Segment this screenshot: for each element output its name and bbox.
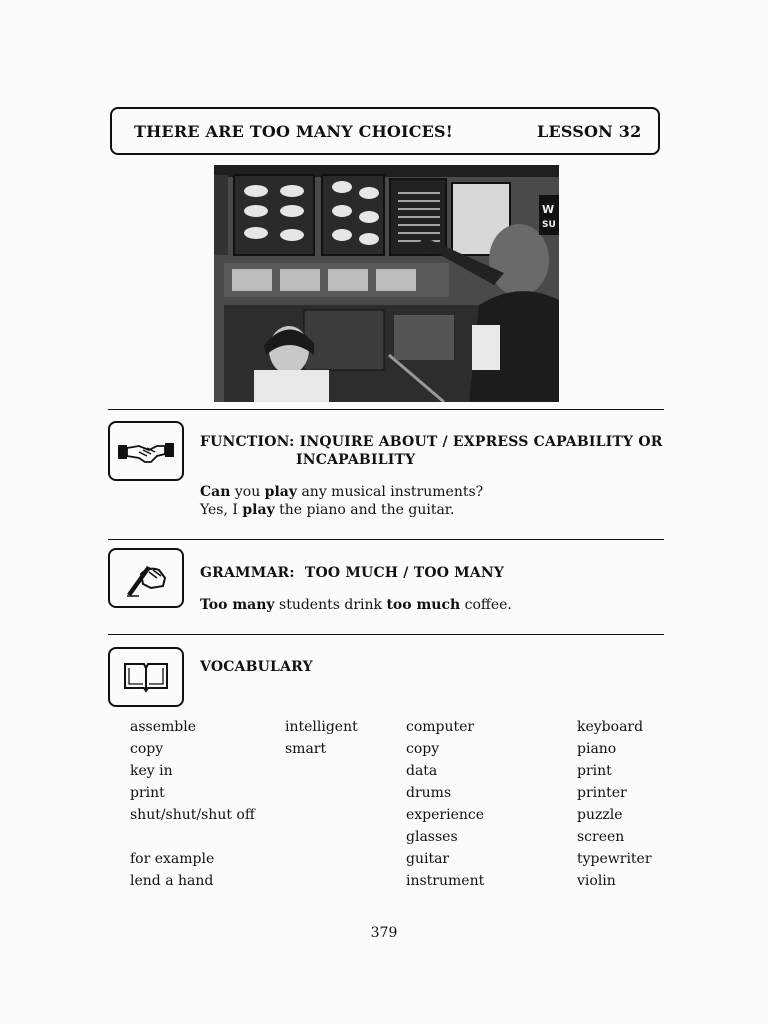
text-segment: coffee. [460, 597, 512, 613]
function-title-line1: INQUIRE ABOUT / EXPRESS CAPABILITY OR [299, 434, 663, 450]
text-segment: the piano and the guitar. [274, 502, 455, 518]
vocab-item: instrument [406, 873, 485, 889]
page-number: 379 [370, 925, 398, 941]
vocab-item: copy [406, 741, 440, 757]
lesson-title: THERE ARE TOO MANY CHOICES! [134, 122, 454, 141]
vocab-item: computer [406, 719, 475, 735]
section-divider [108, 409, 664, 410]
function-heading [200, 434, 663, 450]
bold-too-much: too much [386, 597, 461, 613]
vocab-item: experience [406, 807, 485, 823]
vocab-item [130, 826, 255, 848]
text-segment: students drink [274, 597, 387, 613]
function-title-line2: INCAPABILITY [296, 452, 416, 468]
vocab-item: print [577, 763, 612, 779]
vocab-item: screen [577, 829, 625, 845]
vocab-item: intelligent [285, 719, 358, 735]
grammar-label: GRAMMAR: [200, 565, 295, 581]
open-book-icon [122, 660, 170, 694]
sign-letter-w: W [542, 203, 555, 216]
function-example-2 [200, 502, 454, 518]
writing-hand-icon [121, 558, 171, 598]
text-segment: any musical instruments? [297, 484, 484, 500]
vocab-item: smart [285, 741, 327, 757]
lesson-number: LESSON 32 [537, 122, 642, 141]
vocabulary-icon-box [108, 647, 184, 707]
text-segment: you [230, 484, 265, 500]
vocab-column-nouns-2 [577, 716, 652, 892]
vocab-item: drums [406, 785, 452, 801]
vocab-column-adjectives [285, 716, 358, 760]
vocab-item: violin [577, 873, 616, 889]
vocab-item: typewriter [577, 851, 652, 867]
vocab-item: for example [130, 851, 215, 867]
bold-play: play [242, 502, 275, 518]
sign-letters-su: SU [542, 220, 556, 230]
vocab-item: puzzle [577, 807, 623, 823]
vocab-item: print [130, 785, 165, 801]
vocab-column-verbs [130, 716, 255, 892]
vocab-item: lend a hand [130, 873, 214, 889]
grammar-heading [200, 565, 504, 581]
handshake-icon [117, 436, 175, 466]
vocab-item: keyboard [577, 719, 644, 735]
function-icon-box [108, 421, 184, 481]
grammar-title: TOO MUCH / TOO MANY [304, 565, 505, 581]
photo-illustration [214, 165, 559, 402]
bold-play: play [264, 484, 297, 500]
vocab-item: printer [577, 785, 627, 801]
grammar-icon-box [108, 548, 184, 608]
vocab-item: key in [130, 763, 173, 779]
vocab-item: glasses [406, 829, 458, 845]
vocab-item: guitar [406, 851, 450, 867]
vocab-item: assemble [130, 719, 197, 735]
menu-board-photo [214, 165, 559, 402]
grammar-example [200, 597, 512, 613]
function-example-1 [200, 484, 483, 500]
vocabulary-heading: VOCABULARY [200, 659, 313, 675]
vocab-item: piano [577, 741, 617, 757]
vocab-column-nouns-1 [406, 716, 484, 892]
text-segment: Yes, I [200, 502, 243, 518]
bold-too-many: Too many [200, 597, 275, 613]
vocab-item: copy [130, 741, 164, 757]
section-divider [108, 634, 664, 635]
section-divider [108, 539, 664, 540]
vocab-item: shut/shut/shut off [130, 807, 255, 823]
function-label: FUNCTION: [200, 434, 295, 450]
bold-can: Can [200, 484, 231, 500]
lesson-title-box [110, 107, 660, 155]
vocab-item: data [406, 763, 438, 779]
